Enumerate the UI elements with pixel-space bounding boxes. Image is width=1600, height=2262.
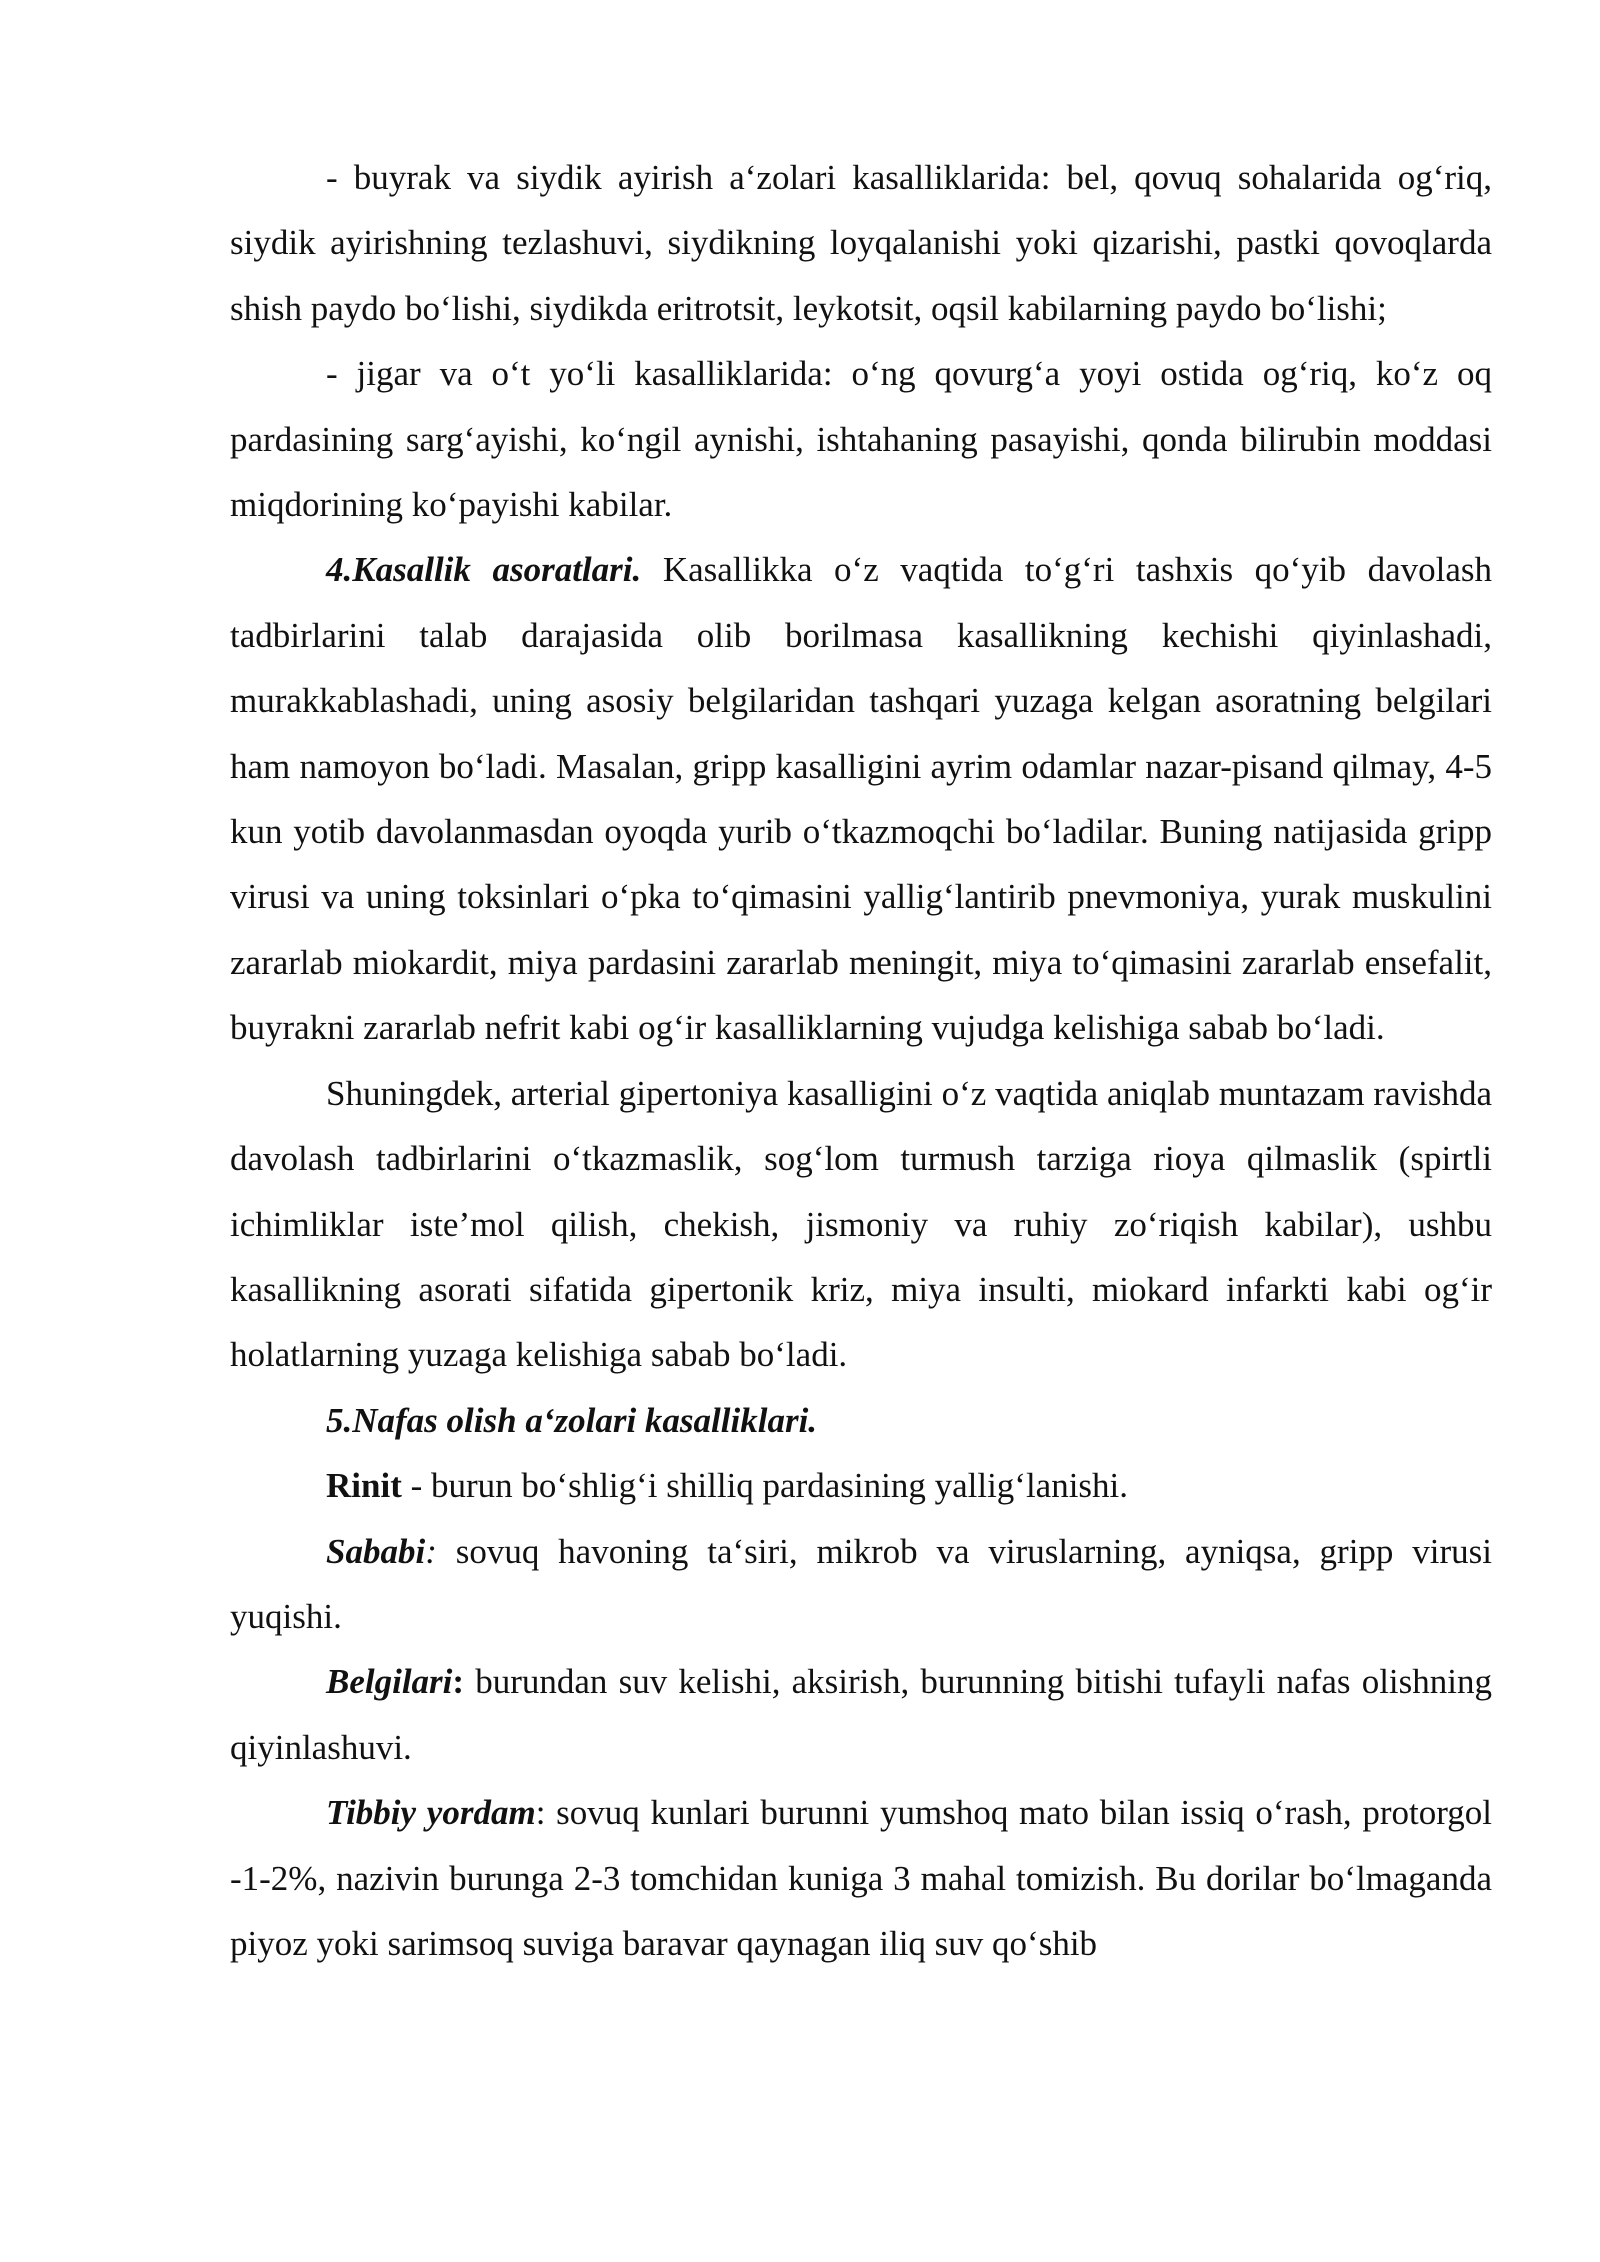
- paragraph-respiratory-heading: [230, 1388, 1492, 1453]
- signs-text: burundan suv kelishi, aksirish, burunning bitishi tufayli nafas olishning qiyinlashuvi.: [230, 1662, 1492, 1767]
- paragraph-complications: [230, 537, 1492, 1060]
- complications-heading: 4.Kasallik asoratlari.: [326, 550, 642, 590]
- medical-aid-label: Tibbiy yordam: [326, 1793, 536, 1833]
- paragraph-liver-symptoms: [230, 341, 1492, 537]
- hypertension-text: Shuningdek, arterial gipertoniya kasalligini o‘z vaqtida aniqlab muntazam ravishda davolash tadbirlarini o‘tkazmaslik, sog‘lom turmush tarziga rioya qilmaslik (spirtli ichimliklar iste’mol qilish, chekish, jismoniy va ruhiy zo‘riqish kabilar), ushbu kasallikning asorati sifatida gipertonik kriz, miya insulti, miokard infarkti kabi og‘ir holatlarning yuzaga kelishiga sabab bo‘ladi.: [230, 1073, 1492, 1375]
- rhinitis-term: Rinit: [326, 1466, 402, 1506]
- complications-text: Kasallikka o‘z vaqtida to‘g‘ri tashxis qo‘yib davolash tadbirlarini talab darajasida olib borilmasa kasallikning kechishi qiyinlashadi, murakkablashadi, uning asosiy belgilaridan tashqari yuzaga kelgan asoratning belgilari ham namoyon bo‘ladi. Masalan, gripp kasalligini ayrim odamlar nazar-pisand qilmay, 4-5 kun yotib davolanmasdan oyoqda yurib o‘tkazmoqchi bo‘ladilar. Buning natijasida gripp virusi va uning toksinlari o‘pka to‘qimasini yallig‘lantirib pnevmoniya, yurak muskulini zararlab miokardit, miya pardasini zararlab meningit, miya to‘qimasini zararlab ensefalit, buyrakni zararlab nefrit kabi og‘ir kasalliklarning vujudga kelishiga sabab bo‘ladi.: [230, 550, 1493, 1048]
- paragraph-hypertension: [230, 1061, 1492, 1388]
- respiratory-heading: 5.Nafas olish a‘zolari kasalliklari.: [326, 1400, 818, 1440]
- kidney-symptoms-text: - buyrak va siydik ayirish a‘zolari kasalliklarida: bel, qovuq sohalarida og‘riq, siydik ayirishning tezlashuvi, siydikning loyqalanishi yoki qizarishi, pastki qovoqlarda shish paydo bo‘lishi, siydikda eritrotsit, leykotsit, oqsil kabilarning paydo bo‘lishi;: [230, 158, 1492, 328]
- rhinitis-definition: - burun bo‘shlig‘i shilliq pardasining yallig‘lanishi.: [401, 1466, 1129, 1506]
- cause-label: Sababi: [326, 1531, 426, 1571]
- cause-text: sovuq havoning ta‘siri, mikrob va viruslarning, ayniqsa, gripp virusi yuqishi.: [230, 1531, 1492, 1636]
- paragraph-cause: [230, 1519, 1492, 1650]
- paragraph-medical-aid: [230, 1780, 1492, 1976]
- signs-label: Belgilari: [326, 1662, 453, 1702]
- medical-aid-text: : sovuq kunlari burunni yumshoq mato bilan issiq o‘rash, protorgol -1-2%, nazivin burunga 2-3 tomchidan kuniga 3 mahal tomizish. Bu dorilar bo‘lmaganda piyoz yoki sarimsoq suviga baravar qaynagan iliq suv qo‘shib: [230, 1793, 1492, 1963]
- paragraph-signs: [230, 1649, 1492, 1780]
- signs-colon: :: [452, 1662, 465, 1702]
- cause-colon: :: [425, 1531, 437, 1571]
- paragraph-kidney-symptoms: [230, 145, 1492, 341]
- document-page: [230, 145, 1492, 1976]
- paragraph-rhinitis: [230, 1453, 1492, 1518]
- liver-symptoms-text: - jigar va o‘t yo‘li kasalliklarida: o‘ng qovurg‘a yoyi ostida og‘riq, ko‘z oq pardasining sarg‘ayishi, ko‘ngil aynishi, ishtahaning pasayishi, qonda bilirubin moddasi miqdorining ko‘payishi kabilar.: [230, 354, 1492, 525]
